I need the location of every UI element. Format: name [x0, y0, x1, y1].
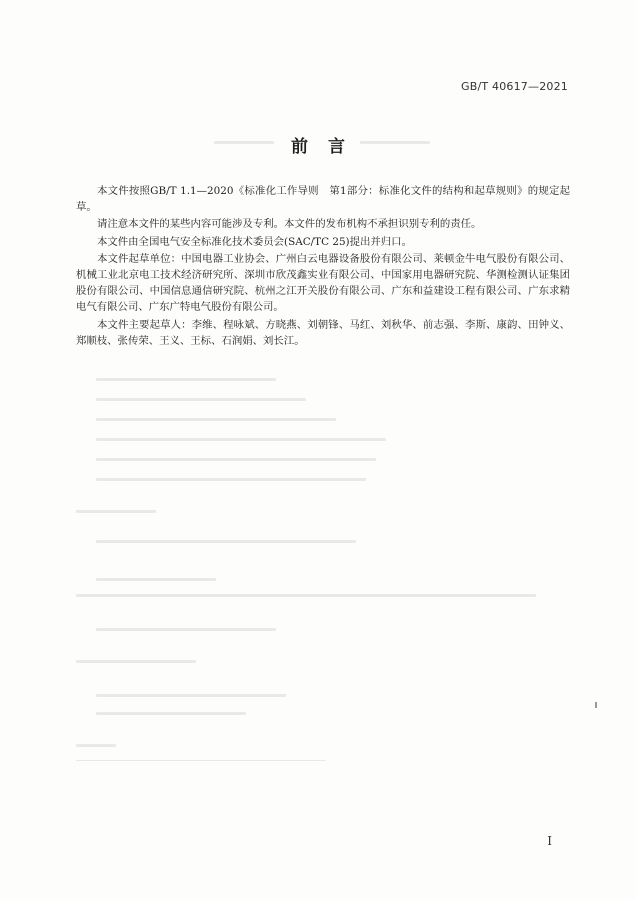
scan-mark: [595, 702, 597, 708]
bleed-through-mark: [76, 660, 196, 663]
paragraph-drafters: 本文件主要起草人：李维、程咏斌、方晓燕、刘朝锋、马红、刘秋华、前志强、李斯、康韵、田钟义、郑顺枝、张传荣、王义、王标、石润娟、刘长江。: [76, 318, 570, 347]
bleed-through-mark: [96, 458, 376, 461]
paragraph-drafting-rules: 本文件按照GB/T 1.1—2020《标准化工作导则 第1部分：标准化文件的结构和起草规则》的规定起草。: [76, 185, 570, 214]
bleed-through-mark: [96, 378, 276, 381]
bleed-through-mark: [96, 438, 386, 441]
bleed-through-mark: [76, 594, 536, 597]
foreword-body: [76, 183, 570, 350]
bleed-through-mark: [76, 760, 326, 761]
bleed-through-mark: [96, 540, 356, 543]
bleed-through-mark: [96, 478, 366, 481]
bleed-through-mark: [96, 628, 276, 631]
page-number: I: [547, 834, 552, 848]
bleed-through-mark: [76, 510, 156, 513]
standard-code: GB/T 40617—2021: [461, 80, 568, 93]
bleed-through-mark: [96, 712, 246, 715]
paragraph-proposer: 本文件由全国电气安全标准化技术委员会(SAC/TC 25)提出并归口。: [97, 235, 412, 248]
bleed-through-mark: [96, 418, 336, 421]
bleed-through-mark: [96, 398, 306, 401]
paragraph-drafting-organizations: 本文件起草单位：中国电器工业协会、广州白云电器设备股份有限公司、莱顿金牛电气股份有限公司、机械工业北京电工技术经济研究所、深圳市欣茂鑫实业有限公司、中国家用电器研究院、华测检测认证集团股份有限公司、中国信息通信研究院、杭州之江开关股份有限公司、广东和益建设工程有限公司、广东求精电气有限公司、广东广特电气股份有限公司。: [76, 252, 570, 314]
page-title: 前言: [291, 137, 365, 157]
bleed-through-mark: [96, 694, 286, 697]
bleed-through-mark: [76, 744, 116, 747]
paragraph-patent-notice: 请注意本文件的某些内容可能涉及专利。本文件的发布机构不承担识别专利的责任。: [97, 218, 482, 231]
bleed-through-mark: [96, 578, 216, 581]
